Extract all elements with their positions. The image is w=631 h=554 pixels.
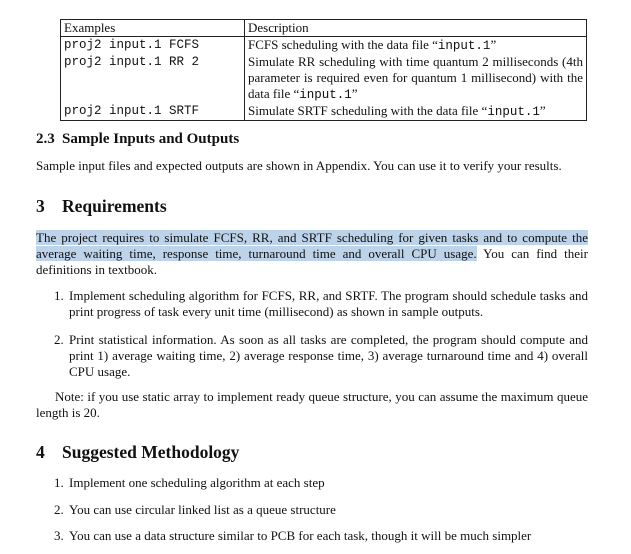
requirements-list <box>54 288 588 320</box>
example-command: proj2 input.1 FCFS <box>61 37 245 55</box>
table-row <box>61 103 587 121</box>
methodology-item-3 <box>54 528 588 544</box>
section-2-3-text: Sample input files and expected outputs are shown in Appendix. You can use it to verify your results. <box>36 158 562 173</box>
table-header-description: Description <box>245 20 587 37</box>
list-item: 1. Implement scheduling algorithm for FCFS, RR, and SRTF. The program should schedule tasks and print progress of task every unit time (millisecond) as shown in sample outputs. <box>54 288 588 319</box>
example-description: Simulate RR scheduling with time quantum 2 milliseconds (4th parameter is required even for quantum 1 millisecond) with the data file “input.1” <box>245 54 587 103</box>
methodology-item-2 <box>54 502 588 518</box>
queue-note: Note: if you use static array to implement ready queue structure, you can assume the maximum queue length is 20. <box>36 389 588 420</box>
example-command: proj2 input.1 RR 2 <box>61 54 245 103</box>
section-2-3-heading: 2.3 Sample Inputs and Outputs <box>36 131 240 147</box>
table-header-examples: Examples <box>61 20 245 37</box>
list-item: 2. You can use circular linked list as a queue structure <box>54 502 336 517</box>
selected-text-highlight[interactable]: The project requires to simulate FCFS, RR, and SRTF scheduling for given tasks and to compute the average waiting time, response time, turnaround time and overall CPU usage. <box>36 230 588 261</box>
requirements-paragraph: The project requires to simulate FCFS, RR, and SRTF scheduling for given tasks and to compute the average waiting time, response time, turnaround time and overall CPU usage. You can find their definitions in textbook. <box>36 230 588 277</box>
list-item: 2. Print statistical information. As soon as all tasks are completed, the program should compute and print 1) average waiting time, 2) average response time, 3) average turnaround time and 4) overall CPU usage. <box>54 332 588 379</box>
usage-examples-table <box>60 19 587 121</box>
methodology-item-1 <box>54 475 588 491</box>
example-command: proj2 input.1 SRTF <box>61 103 245 121</box>
example-description: FCFS scheduling with the data file “input.1” <box>245 37 587 55</box>
section-3-heading: 3 Requirements <box>36 196 167 216</box>
example-description: Simulate SRTF scheduling with the data file “input.1” <box>245 103 587 121</box>
requirements-list-2 <box>54 332 588 380</box>
section-4-heading: 4 Suggested Methodology <box>36 442 240 462</box>
table-header-row <box>61 20 587 37</box>
list-item: 3. You can use a data structure similar to PCB for each task, though it will be much simpler <box>54 528 532 543</box>
list-item: 1. Implement one scheduling algorithm at each step <box>54 475 325 490</box>
table-row <box>61 54 587 103</box>
table-row <box>61 37 587 55</box>
